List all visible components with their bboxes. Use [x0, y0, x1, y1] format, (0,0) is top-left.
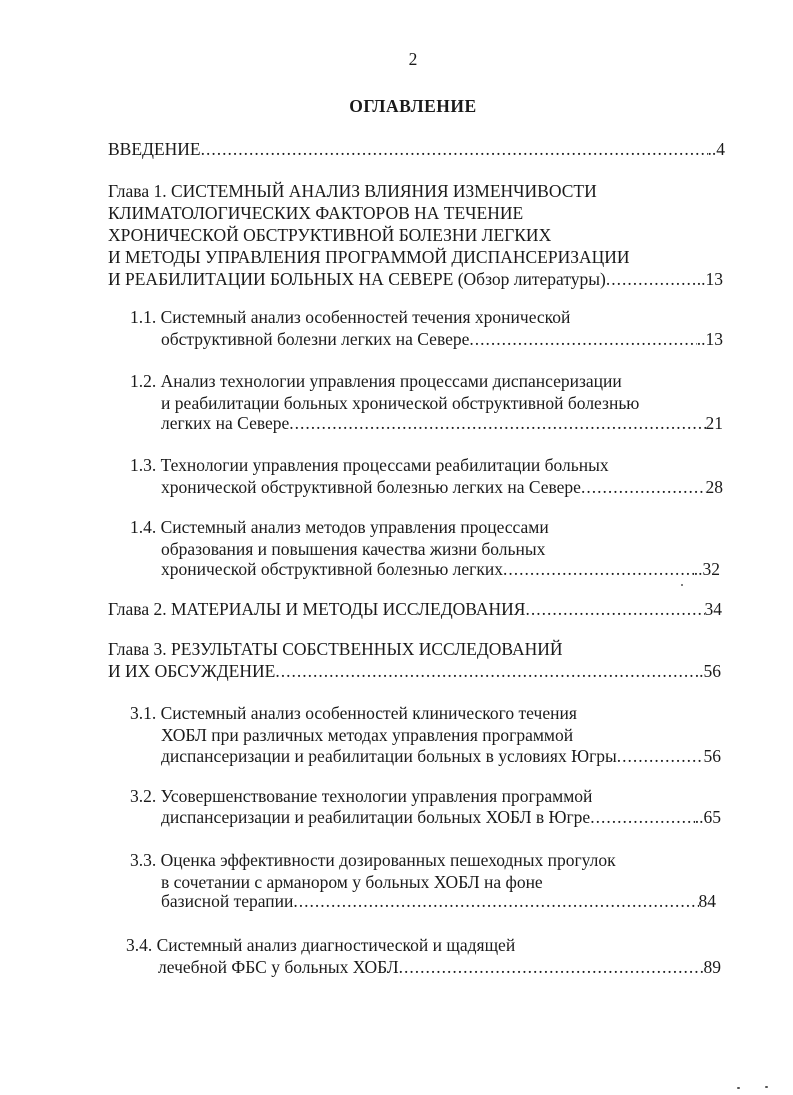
toc-page-number: 21 [705, 413, 723, 433]
toc-entry-chapter3 [108, 660, 721, 682]
toc-page-number: 34 [704, 599, 722, 619]
toc-chapter1-line: ХРОНИЧЕСКОЙ ОБСТРУКТИВНОЙ БОЛЕЗНИ ЛЕГКИХ [108, 225, 552, 245]
toc-entry-label: диспансеризации и реабилитации больных ХОБЛ в Югре [161, 807, 591, 827]
toc-page-number: ..65 [694, 807, 721, 827]
toc-entry-label: И ИХ ОБСУЖДЕНИЕ [108, 661, 276, 681]
dot-leader [503, 558, 694, 580]
toc-page-number: ..13 [696, 269, 723, 289]
toc-section-line: 3.1. Системный анализ особенностей клинического течения [130, 703, 577, 723]
toc-section-line: 1.2. Анализ технологии управления процессами диспансеризации [130, 371, 622, 391]
toc-page-number: 89 [703, 957, 721, 977]
toc-entry-1-2 [161, 412, 723, 434]
toc-entry-3-1 [161, 745, 721, 767]
dot-leader [293, 890, 698, 912]
toc-entry-chapter2 [108, 598, 722, 620]
toc-entry-label: базисной терапии [161, 891, 294, 911]
toc-entry-chapter1 [108, 268, 723, 290]
dot-leader [617, 745, 704, 767]
toc-entry-label: И РЕАБИЛИТАЦИИ БОЛЬНЫХ НА СЕВЕРЕ (Обзор литературы) [108, 269, 606, 289]
toc-section-line: 1.1. Системный анализ особенностей течения хронической [130, 307, 571, 327]
toc-section-line: 3.3. Оценка эффективности дозированных пешеходных прогулок [130, 850, 616, 870]
toc-entry-3-4 [158, 956, 721, 978]
toc-entry-label: хронической обструктивной болезнью легких на Севере [161, 477, 581, 497]
toc-page-number: 28 [705, 477, 723, 497]
toc-page-number: ..4 [707, 139, 725, 159]
toc-page-number: 56 [703, 746, 721, 766]
scan-speck [681, 584, 683, 586]
scan-speck [765, 1086, 768, 1088]
dot-leader [590, 806, 695, 828]
toc-entry-label: диспансеризации и реабилитации больных в условиях Югры [161, 746, 617, 766]
toc-section-line: 1.4. Системный анализ методов управления процессами [130, 517, 549, 537]
toc-section-line: и реабилитации больных хронической обструктивной болезнью [161, 393, 640, 413]
toc-section-line: образования и повышения качества жизни больных [161, 539, 546, 559]
toc-entry-1-1 [161, 328, 723, 350]
page-number: 2 [408, 49, 418, 69]
toc-page-number: 84 [698, 891, 716, 911]
toc-page-number: ..56 [694, 661, 721, 681]
toc-page-number: ..32 [693, 559, 720, 579]
toc-title: ОГЛАВЛЕНИЕ [349, 96, 477, 116]
toc-entry-label: ВВЕДЕНИЕ [108, 139, 201, 159]
toc-section-line: 3.4. Системный анализ диагностической и щадящей [126, 935, 516, 955]
dot-leader [469, 328, 696, 350]
scan-speck [737, 1087, 740, 1089]
dot-leader [275, 660, 694, 682]
dot-leader [525, 598, 704, 620]
toc-section-line: ХОБЛ при различных методах управления программой [161, 725, 574, 745]
toc-entry-1-3 [161, 476, 723, 498]
toc-entry-label: обструктивной болезни легких на Севере [161, 329, 470, 349]
toc-chapter1-line: КЛИМАТОЛОГИЧЕСКИХ ФАКТОРОВ НА ТЕЧЕНИЕ [108, 203, 524, 223]
dot-leader [201, 138, 708, 160]
toc-entry-1-4 [161, 558, 720, 580]
toc-section-line: 1.3. Технологии управления процессами реабилитации больных [130, 455, 609, 475]
toc-section-line: 3.2. Усовершенствование технологии управления программой [130, 786, 593, 806]
toc-entry-label: хронической обструктивной болезнью легких [161, 559, 503, 579]
dot-leader [289, 412, 705, 434]
toc-entry-label: легких на Севере [161, 413, 290, 433]
toc-entry-label: лечебной ФБС у больных ХОБЛ [158, 957, 399, 977]
toc-entry-3-3 [161, 890, 716, 912]
toc-entry-intro [108, 138, 725, 160]
toc-entry-label: Глава 2. МАТЕРИАЛЫ И МЕТОДЫ ИССЛЕДОВАНИЯ [108, 599, 526, 619]
toc-chapter1-line: Глава 1. СИСТЕМНЫЙ АНАЛИЗ ВЛИЯНИЯ ИЗМЕНЧИВОСТИ [108, 181, 597, 201]
toc-entry-3-2 [161, 806, 721, 828]
dot-leader [606, 268, 697, 290]
toc-chapter1-line: И МЕТОДЫ УПРАВЛЕНИЯ ПРОГРАММОЙ ДИСПАНСЕРИЗАЦИИ [108, 247, 630, 267]
toc-section-line: в сочетании с арманором у больных ХОБЛ на фоне [161, 872, 543, 892]
toc-chapter3-line: Глава 3. РЕЗУЛЬТАТЫ СОБСТВЕННЫХ ИССЛЕДОВАНИЙ [108, 639, 563, 659]
toc-page-number: ..13 [696, 329, 723, 349]
dot-leader [399, 956, 704, 978]
dot-leader [581, 476, 706, 498]
